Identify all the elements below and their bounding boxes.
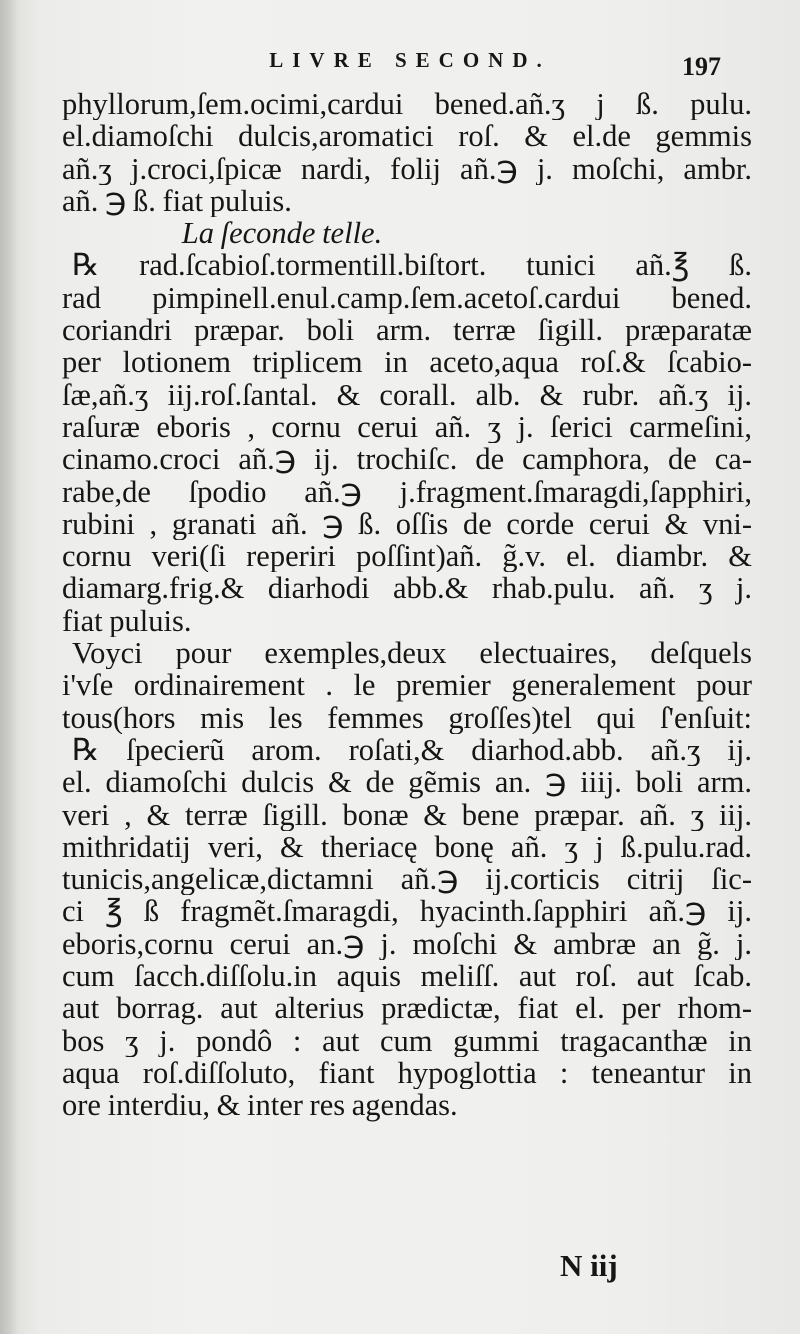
text-line: Voyci pour exemples,deux electuaires, deſquels: [72, 637, 752, 670]
text-line: fiat puluis.: [62, 604, 192, 638]
text-line: bos ʒ j. pondô : aut cum gummi tragacanthæ in: [62, 1024, 752, 1057]
text-line: cornu veri(ſi reperiri poſſint)añ. g̃.v. el. diambr. &: [62, 540, 752, 573]
text-line: coriandri præpar. boli arm. terræ ſigill. præparatæ: [62, 314, 752, 347]
text-line: eboris,cornu cerui an.℈ j. moſchi & ambræ an g̃. j.: [62, 927, 752, 961]
text-line: cinamo.croci añ.℈ ij. trochiſc. de camphora, de ca-: [62, 443, 752, 476]
text-line: ore interdiu, & inter res agendas.: [62, 1089, 458, 1122]
text-line: ſæ,añ.ʒ iij.roſ.ſantal. & corall. alb. & rubr. añ.ʒ ij.: [62, 378, 752, 411]
text-line: i'vſe ordinairement . le premier generalement pour: [62, 669, 752, 702]
text-line: tunicis,angelicæ,dictamni añ.℈ ij.corticis citrij ſic-: [62, 863, 752, 896]
page-number: 197: [682, 52, 721, 81]
page-header: [0, 48, 800, 88]
text-line: ℞ ſpecierũ arom. roſati,& diarhod.abb. añ.ʒ ij.: [72, 733, 752, 767]
text-line: añ. ℈ ß. fiat puluis.: [62, 184, 292, 218]
text-line: ci ℥ ß fragmẽt.ſmaragdi, hyacinth.ſapphiri añ.℈ ij.: [62, 895, 752, 928]
text-line: aut borrag. aut alterius prædictæ, fiat el. per rhom-: [62, 992, 752, 1025]
text-line: per lotionem triplicem in aceto,aqua roſ.& ſcabio-: [62, 346, 752, 379]
text-line: phyllorum,ſem.ocimi,cardui bened.añ.ʒ j ß. pulu.: [62, 88, 752, 121]
text-line: ℞ rad.ſcabioſ.tormentill.biſtort. tunici añ.℥ ß.: [72, 249, 752, 282]
running-title: LIVRE SECOND.: [269, 48, 551, 72]
text-line: añ.ʒ j.croci,ſpicæ nardi, folij añ.℈ j. moſchi, ambr.: [62, 152, 752, 185]
text-line: cum ſacch.diſſolu.in aquis meliſſ. aut roſ. aut ſcab.: [62, 960, 752, 993]
text-line: el. diamoſchi dulcis & de gẽmis an. ℈ iiij. boli arm.: [62, 766, 752, 799]
text-line: rabe,de ſpodio añ.℈ j.fragment.ſmaragdi,ſapphiri,: [62, 475, 752, 508]
recipe-heading: La ſeconde telle.: [181, 217, 383, 250]
text-line: el.diamoſchi dulcis,aromatici roſ. & el.de gemmis: [62, 120, 752, 153]
text-line: tous(hors mis les femmes groſſes)tel qui ſ'enſuit:: [62, 701, 752, 734]
text-line: rad pimpinell.enul.camp.ſem.acetoſ.cardui bened.: [62, 281, 752, 315]
text-line: diamarg.frig.& diarhodi abb.& rhab.pulu. añ. ʒ j.: [62, 572, 752, 605]
text-line: raſuræ eboris , cornu cerui añ. ʒ j. ſerici carmeſini,: [62, 410, 752, 444]
page-gutter-shadow: [0, 0, 18, 1334]
text-line: rubini , granati añ. ℈ ß. oſſis de corde cerui & vni-: [62, 507, 752, 541]
text-line: mithridatij veri, & theriacę bonę añ. ʒ j ß.pulu.rad.: [62, 830, 752, 864]
signature-mark: N iij: [560, 1248, 618, 1283]
text-line: aqua roſ.diſſoluto, fiant hypoglottia : teneantur in: [62, 1056, 752, 1090]
page-body: [62, 88, 752, 1122]
text-line: veri , & terræ ſigill. bonæ & bene præpar. añ. ʒ iij.: [62, 798, 752, 831]
